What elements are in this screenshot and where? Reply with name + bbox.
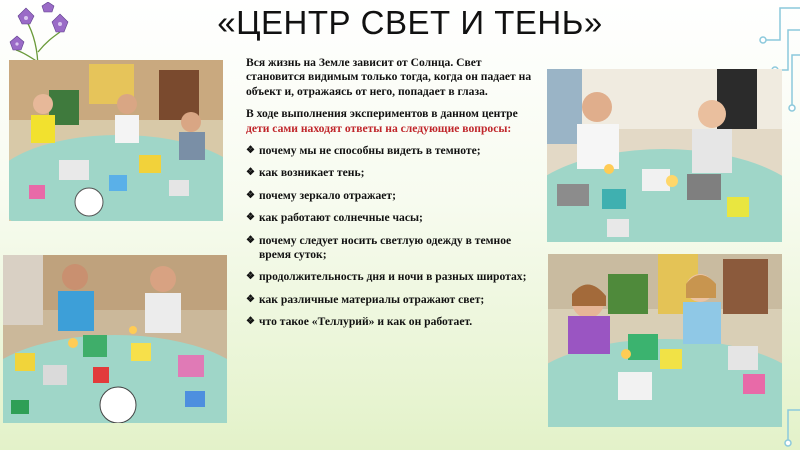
photo-children-experiment-3 [547, 69, 782, 242]
experiments-prefix: В ходе выполнения экспериментов в данном центре [246, 107, 518, 121]
list-item: ❖ почему мы не способны видеть в темноте; [246, 144, 481, 158]
list-item: ❖ как работают солнечные часы; [246, 211, 423, 225]
page-title: «ЦЕНТР СВЕТ И ТЕНЬ» [217, 4, 603, 41]
diamond-bullet-icon: ❖ [246, 234, 255, 246]
list-item: ❖ как различные материалы отражают свет; [246, 292, 485, 306]
list-item: ❖ продолжительность дня и ночи в разных широтах; [246, 270, 527, 284]
list-item: ❖ что такое «Теллурий» и как он работает. [246, 315, 473, 329]
diamond-bullet-icon: ❖ [246, 316, 255, 328]
diamond-bullet-icon: ❖ [246, 212, 255, 224]
intro-paragraph: Вся жизнь на Земле зависит от Солнца. Свет становится видимым только тогда, когда он падает на объект и, отражаясь от него, попадает в глаза. [246, 56, 532, 98]
photo-children-experiment-2 [3, 255, 227, 423]
diamond-bullet-icon: ❖ [246, 271, 255, 283]
questions-list [246, 144, 536, 330]
experiments-highlight: дети сами находят ответы на следующие вопросы: [246, 121, 512, 135]
photo-children-experiment-1 [9, 60, 223, 221]
content-text [246, 56, 536, 338]
experiments-paragraph [246, 107, 536, 136]
photo-children-experiment-4 [548, 254, 782, 427]
diamond-bullet-icon: ❖ [246, 189, 255, 201]
list-item: ❖ почему следует носить светлую одежду в темное время суток; [246, 233, 512, 262]
list-item: ❖ почему зеркало отражает; [246, 188, 396, 202]
diamond-bullet-icon: ❖ [246, 293, 255, 305]
diamond-bullet-icon: ❖ [246, 167, 255, 179]
diamond-bullet-icon: ❖ [246, 145, 255, 157]
list-item: ❖ как возникает тень; [246, 166, 365, 180]
